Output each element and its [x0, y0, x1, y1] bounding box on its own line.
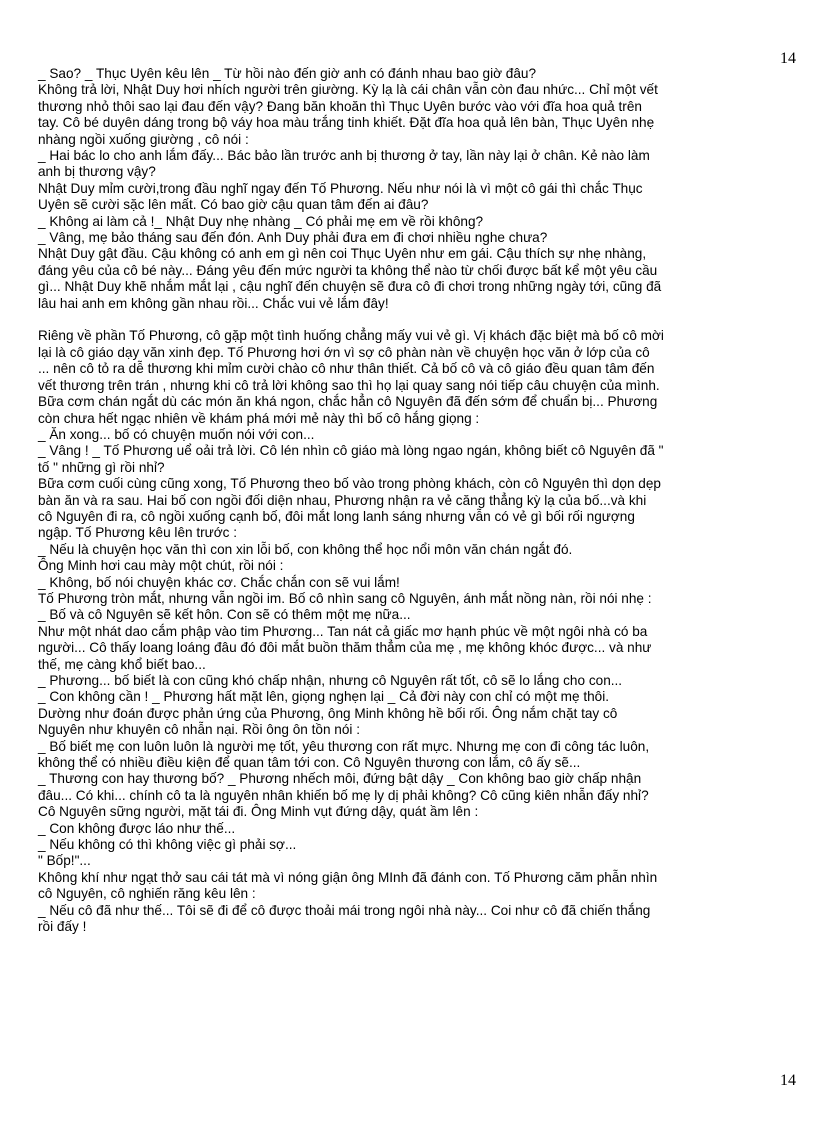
text-line: Dường như đoán được phản ứng của Phương, ông Minh không hề bối rối. Ông nắm chặt tay cô: [38, 705, 618, 721]
text-line: _ Không ai làm cả !_ Nhật Duy nhẹ nhàng _ Có phải mẹ em về rồi không?: [38, 213, 484, 229]
text-line: _ Bố và cô Nguyên sẽ kết hôn. Con sẽ có thêm một mẹ nữa...: [38, 607, 411, 623]
text-line: Nhật Duy mỉm cười,trong đầu nghĩ ngay đến Tố Phương. Nếu như nói là vì một cô gái thì chắc Thục: [38, 180, 643, 196]
text-line: _ Vâng ! _ Tố Phương uể oải trả lời. Cô lén nhìn cô giáo mà lòng ngao ngán, không biết cô Nguyên đã ": [38, 443, 664, 459]
text-line: cô Nguyên, cô nghiến răng kêu lên :: [38, 886, 256, 902]
text-line: Không khí như ngạt thở sau cái tát mà vì nóng giận ông MInh đã đánh con. Tố Phương căm phẫn nhìn: [38, 869, 658, 885]
text-line: người... Cô thấy loang loáng đâu đó đôi mắt buồn thăm thẳm của mẹ , mẹ không khóc được... và như: [38, 640, 652, 656]
text-line: Cô Nguyên sững người, mặt tái đi. Ông Minh vụt đứng dậy, quát ầm lên :: [38, 804, 479, 820]
text-line: tay. Cô bé duyên dáng trong bộ váy hoa màu trắng tinh khiết. Đặt đĩa hoa quả lên bàn, Thục Uyên nhẹ: [38, 115, 655, 131]
text-line: _ Ăn xong... bố có chuyện muốn nói với con...: [38, 426, 315, 442]
text-line: Như một nhát dao cắm phập vào tim Phương... Tan nát cả giấc mơ hạnh phúc về một ngôi nhà có ba: [38, 623, 648, 639]
text-line: Nguyên như khuyên cô nhẫn nại. Rồi ông ôn tồn nói :: [38, 722, 360, 738]
text-line: _ Nếu là chuyện học văn thì con xin lỗi bố, con không thể học nổi môn văn chán ngắt đó.: [38, 541, 573, 557]
text-line: " Bốp!"...: [38, 853, 91, 869]
text-line: Bữa cơm cuối cùng cũng xong, Tố Phương theo bố vào trong phòng khách, còn cô Nguyên thì dọn dẹp: [38, 476, 661, 492]
text-line: _ Thương con hay thương bố? _ Phương nhếch môi, đứng bật dậy _ Con không bao giờ chấp nhận: [38, 771, 642, 787]
text-line: không thể có nhiều điều kiện để quan tâm tới con. Cô Nguyên thương con lắm, cô ấy sẽ...: [38, 755, 581, 771]
text-line: Bữa cơm chán ngắt dù các món ăn khá ngon, chắc hẳn cô Nguyên đã đến sớm để chuẩn bị... Phương: [38, 394, 658, 410]
text-line: bàn ăn và ra sau. Hai bố con ngồi đối diện nhau, Phương nhận ra vẻ căng thẳng kỳ lạ của bố...và khi: [38, 492, 647, 508]
text-line: _ Không, bố nói chuyện khác cơ. Chắc chắn con sẽ vui lắm!: [38, 574, 400, 590]
text-line: _ Con không cần ! _ Phương hất mặt lên, giọng nghẹn lại _ Cả đời này con chỉ có một mẹ thôi.: [38, 689, 610, 705]
text-line: lại là cô giáo dạy văn xinh đẹp. Tố Phương hơi ớn vì sợ cô phàn nàn về chuyện học văn ở lớp của cô: [38, 344, 650, 360]
text-line: Tố Phương tròn mắt, nhưng vẫn ngồi im. Bố cô nhìn sang cô Nguyên, ánh mắt nồng nàn, rồi nói nhẹ :: [38, 590, 652, 606]
paragraph-gap: [38, 312, 794, 328]
text-line: gì... Nhật Duy khẽ nhắm mắt lại , cậu nghĩ đến chuyện sẽ đưa cô đi chơi trong những ngày tới, cũng đã: [38, 279, 662, 295]
text-line: anh bị thương vậy?: [38, 164, 156, 180]
text-line: cô Nguyên đi ra, cô ngồi xuống cạnh bố, đôi mắt long lanh sáng nhưng vẫn có vẻ gì bối rối ngượng: [38, 508, 635, 524]
text-line: thế, mẹ càng khổ biết bao...: [38, 656, 206, 672]
text-line: đâu... Có khi... chính cô ta là nguyên nhân khiến bố mẹ ly dị phải không? Cô cũng kiên nhẫn đấy nhỉ?: [38, 787, 649, 803]
text-line: _ Con không được láo như thế...: [38, 820, 236, 836]
text-line: _ Bố biết mẹ con luôn luôn là người mẹ tốt, yêu thương con rất mực. Nhưng mẹ con đi công tác luôn,: [38, 738, 650, 754]
text-line: Ông Minh hơi cau mày một chút, rồi nói :: [38, 558, 284, 574]
text-line: Uyên sẽ cười sặc lên mất. Có bao giờ cậu quan tâm đến ai đâu?: [38, 197, 429, 213]
text-line: _ Sao? _ Thục Uyên kêu lên _ Từ hồi nào đến giờ anh có đánh nhau bao giờ đâu?: [38, 66, 537, 81]
text-line: nhàng ngồi xuống giường , cô nói :: [38, 131, 249, 147]
text-line: rồi đấy !: [38, 919, 87, 935]
text-line: _ Vâng, mẹ bảo tháng sau đến đón. Anh Duy phải đưa em đi chơi nhiều nghe chưa?: [38, 230, 548, 246]
text-line: _ Nếu cô đã như thế... Tôi sẽ đi để cô được thoải mái trong ngôi nhà này... Coi như cô đã chiến thắng: [38, 902, 651, 918]
text-line: Riêng về phần Tố Phương, cô gặp một tình huống chẳng mấy vui vẻ gì. Vị khách đặc biệt mà bố cô mời: [38, 328, 664, 344]
text-line: Không trả lời, Nhật Duy hơi nhích người trên giường. Kỳ lạ là cái chân vẫn còn đau nhức... Chỉ một vết: [38, 82, 658, 98]
story-text: [38, 66, 794, 936]
text-line: còn chưa hết ngạc nhiên về khám phá mới mẻ này thì bố cô hắng giọng :: [38, 410, 480, 426]
text-line: lâu hai anh em không gần nhau rồi... Chắc vui vẻ lắm đây!: [38, 295, 389, 311]
text-line: _ Nếu không có thì không việc gì phải sợ...: [38, 837, 297, 853]
text-line: _ Phương... bố biết là con cũng khó chấp nhận, nhưng cô Nguyên rất tốt, cô sẽ lo lắng cho con...: [38, 673, 623, 689]
text-line: đáng yêu của cô bé này... Đáng yêu đến mức người ta không thể nào từ chối được bất kể một yêu cầu: [38, 262, 658, 278]
page-number-top: 14: [780, 50, 796, 67]
page-number-bottom: 14: [780, 1072, 796, 1089]
text-line: ... nên cô tỏ ra dễ thương khi mỉm cười chào cô như thân thiết. Cả bố cô và cô giáo đều quan tâm đến: [38, 361, 655, 377]
text-line: Nhật Duy gật đầu. Cậu không có anh em gì nên coi Thục Uyên như em gái. Cậu thích sự nhẹ nhàng,: [38, 246, 647, 262]
text-line: _ Hai bác lo cho anh lắm đấy... Bác bảo lần trước anh bị thương ở tay, lần này lại ở chân. Kẻ nào làm: [38, 148, 650, 164]
text-line: vết thương trên trán , nhưng khi cô trả lời không sao thì họ lại quay sang nói tiếp câu chuyện của mình.: [38, 377, 660, 393]
text-line: tố " những gì rồi nhỉ?: [38, 459, 165, 475]
text-line: thương nhỏ thôi sao lại đau đến vậy? Đang băn khoăn thì Thục Uyên bước vào với đĩa hoa quả trên: [38, 98, 642, 114]
text-line: ngập. Tố Phương kêu lên trước :: [38, 525, 238, 541]
